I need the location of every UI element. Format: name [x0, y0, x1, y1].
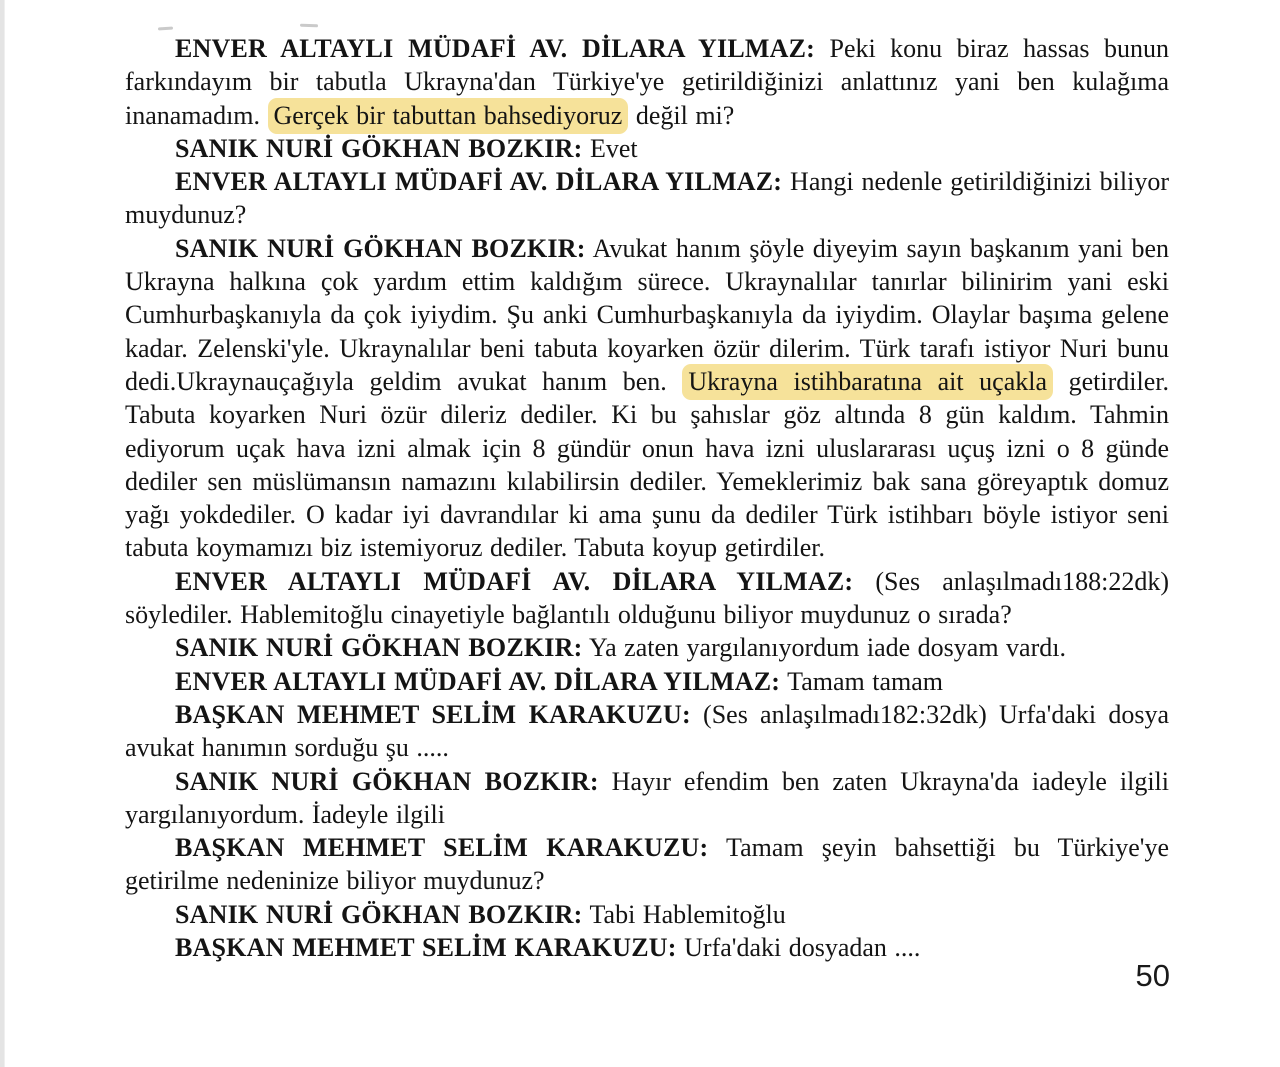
dialogue-text: değil mi?	[628, 100, 735, 130]
dialogue-text: (Ses anlaşılmadı182:32dk) Urfa'daki dosya avukat hanımın sorduğu şu .....	[125, 699, 1169, 763]
dialogue-text: Tabi Hablemitoğlu	[582, 899, 786, 929]
speaker-name: SANIK NURİ GÖKHAN BOZKIR:	[175, 133, 583, 163]
scan-artifact	[300, 24, 318, 28]
transcript-paragraph	[125, 132, 1169, 165]
dialogue-text: Hangi nedenle getirildiğinizi biliyor muydunuz?	[125, 167, 1169, 230]
speaker-name: ENVER ALTAYLI MÜDAFİ AV. DİLARA YILMAZ:	[175, 566, 854, 596]
transcript-paragraph	[125, 232, 1169, 565]
dialogue-text: Ya zaten yargılanıyordum iade dosyam vardı.	[582, 633, 1066, 663]
dialogue-text: Tamam tamam	[780, 666, 944, 696]
dialogue-text: (Ses anlaşılmadı188:22dk) söylediler. Hablemitoğlu cinayetiyle bağlantılı olduğunu biliyor muydunuz o sırada?	[125, 566, 1170, 630]
page-number: 50	[1135, 958, 1170, 993]
transcript-paragraph	[125, 565, 1169, 632]
dialogue-text: Hayır efendim ben zaten Ukrayna'da iadeyle ilgili yargılanıyordum. İadeyle ilgili	[125, 766, 1169, 829]
transcript-paragraph	[125, 32, 1169, 132]
transcript-paragraph	[125, 898, 1169, 931]
speaker-name: SANIK NURİ GÖKHAN BOZKIR:	[175, 233, 586, 263]
dialogue-text: Urfa'daki dosyadan ....	[676, 933, 921, 963]
transcript-paragraph	[125, 831, 1169, 898]
transcript-paragraph	[125, 165, 1169, 232]
dialogue-text: Peki konu biraz hassas bunun farkındayım bir tabutla Ukrayna'dan Türkiye'ye getirildiğinizi anlattınız yani ben kulağıma inanamadım.	[125, 34, 1169, 130]
speaker-name: ENVER ALTAYLI MÜDAFİ AV. DİLARA YILMAZ:	[175, 34, 816, 63]
speaker-name: BAŞKAN MEHMET SELİM KARAKUZU:	[175, 833, 709, 863]
scan-edge-strip	[0, 0, 5, 1067]
scan-artifact	[158, 26, 173, 30]
speaker-name: SANIK NURİ GÖKHAN BOZKIR:	[175, 633, 583, 663]
speaker-name: SANIK NURİ GÖKHAN BOZKIR:	[175, 899, 583, 929]
dialogue-text: getirdiler. Tabuta koyarken Nuri özür dileriz dediler. Ki bu şahıslar göz altında 8 gün kaldım. Tahmin ediyorum uçak hava izni almak için 8 gündür onun hava izni uluslararası uçuş izni o 8 günde dediler sen müslümansın namazını kılabilirsin dediler. Yemeklerimiz bak sana göreyaptık domuz yağı yokdediler. O kadar iyi davrandılar ki ama şunu da dediler Türk istihbarı böyle istiyor seni tabuta koymamızı biz istemiyoruz dediler. Tabuta koyup getirdiler.	[125, 366, 1169, 563]
transcript-paragraph	[125, 698, 1169, 765]
speaker-name: SANIK NURİ GÖKHAN BOZKIR:	[175, 766, 599, 796]
dialogue-text: Avukat hanım şöyle diyeyim sayın başkanım yani ben Ukrayna halkına çok yardım ettim kaldığım sürece. Ukraynalılar tanırlar bilinirim yani eski Cumhurbaşkanıyla da çok iyiydim. Şu anki Cumhurbaşkanıyla da iyiydim. Olaylar başıma gelene kadar. Zelenski'yle. Ukraynalılar beni tabuta koyarken özür dilerim. Türk tarafı istiyor Nuri bunu dedi.Ukraynauçağıyla geldim avukat hanım ben.	[125, 233, 1169, 396]
highlighted-text: Ukrayna istihbaratına ait uçakla	[682, 364, 1053, 400]
transcript-paragraph	[125, 631, 1169, 664]
transcript-paragraph	[125, 665, 1169, 698]
speaker-name: ENVER ALTAYLI MÜDAFİ AV. DİLARA YILMAZ:	[175, 666, 781, 696]
transcript-paragraph	[125, 931, 1169, 964]
dialogue-text: Tamam şeyin bahsettiği bu Türkiye'ye getirilme nedeninize biliyor muydunuz?	[125, 833, 1169, 896]
highlighted-text: Gerçek bir tabuttan bahsediyoruz	[268, 98, 629, 134]
transcript-paragraph	[125, 765, 1169, 832]
speaker-name: BAŞKAN MEHMET SELİM KARAKUZU:	[175, 933, 677, 963]
speaker-name: BAŞKAN MEHMET SELİM KARAKUZU:	[175, 699, 691, 729]
transcript-text-block	[125, 32, 1169, 964]
dialogue-text: Evet	[582, 133, 638, 163]
speaker-name: ENVER ALTAYLI MÜDAFİ AV. DİLARA YILMAZ:	[175, 167, 783, 197]
